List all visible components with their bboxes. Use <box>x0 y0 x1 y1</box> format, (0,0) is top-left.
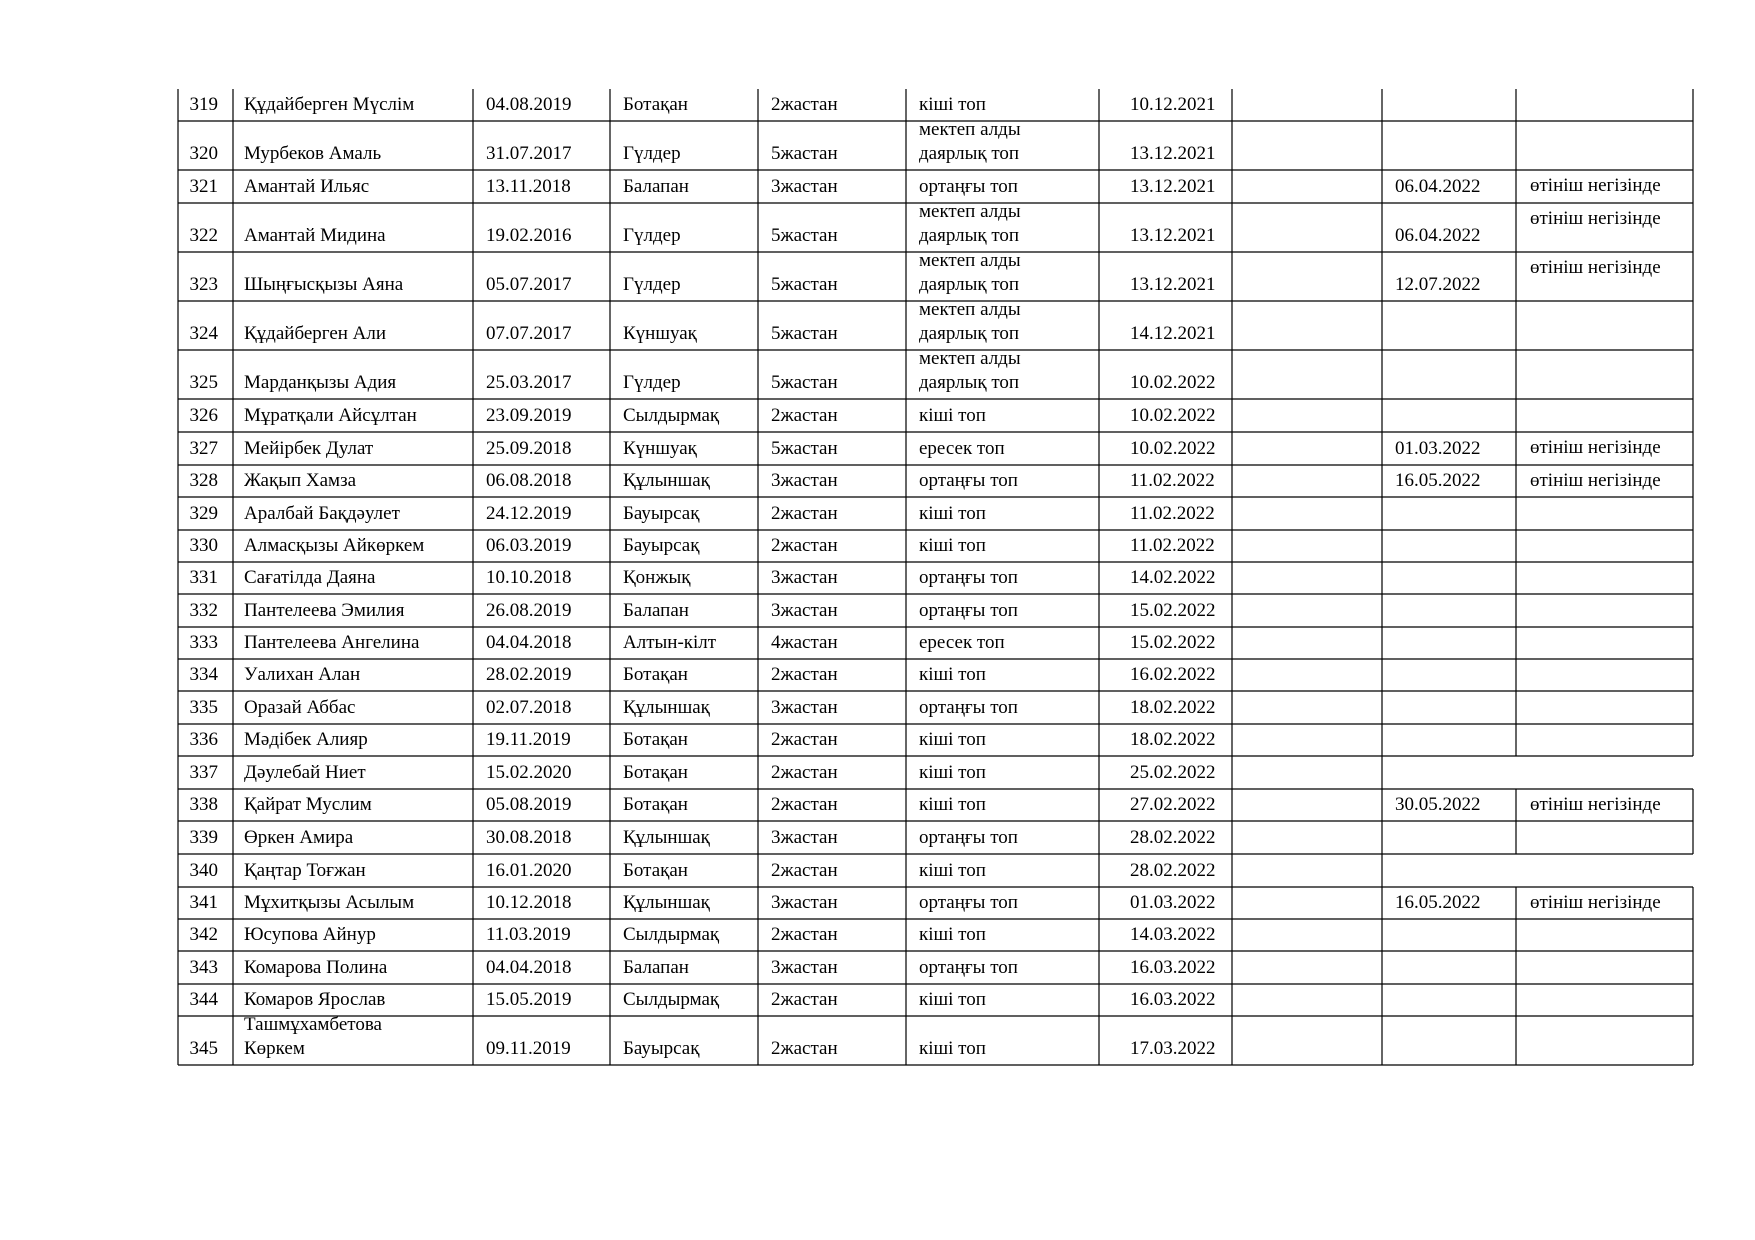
child-name: Марданқызы Адия <box>244 372 397 393</box>
entry-date: 16.03.2022 <box>1130 989 1216 1010</box>
entry-date: 25.02.2022 <box>1130 762 1216 783</box>
age-group: 5жастан <box>771 274 838 295</box>
row-number: 336 <box>189 729 218 750</box>
entry-date: 11.02.2022 <box>1130 470 1215 491</box>
row-number: 344 <box>189 989 218 1010</box>
birth-date: 06.08.2018 <box>486 470 572 491</box>
group-name: Ботақан <box>623 794 688 815</box>
child-name: Мұратқали Айсұлтан <box>244 405 417 426</box>
age-group: 3жастан <box>771 957 838 978</box>
birth-date: 30.08.2018 <box>486 827 572 848</box>
row-number: 320 <box>189 143 218 164</box>
group-level: даярлық топ <box>919 323 1020 344</box>
exit-date: 12.07.2022 <box>1395 274 1481 295</box>
child-name: Уалихан Алан <box>244 664 361 685</box>
group-name: Күншуақ <box>623 323 697 344</box>
birth-date: 26.08.2019 <box>486 600 572 621</box>
group-level: ортаңғы топ <box>919 697 1018 718</box>
entry-date: 13.12.2021 <box>1130 274 1216 295</box>
row-number: 339 <box>189 827 218 848</box>
group-level: кіші топ <box>919 989 986 1010</box>
group-level: ортаңғы топ <box>919 567 1018 588</box>
birth-date: 23.09.2019 <box>486 405 572 426</box>
child-name: Комаров Ярослав <box>244 989 386 1010</box>
row-number: 322 <box>189 225 218 246</box>
exit-reason: өтініш негізінде <box>1530 208 1661 229</box>
age-group: 2жастан <box>771 1038 838 1059</box>
group-name: Күншуақ <box>623 438 697 459</box>
age-group: 5жастан <box>771 323 838 344</box>
child-name: Жақып Хамза <box>244 470 357 491</box>
group-level: мектеп алды <box>919 201 1021 222</box>
birth-date: 16.01.2020 <box>486 860 572 881</box>
entry-date: 28.02.2022 <box>1130 827 1216 848</box>
group-name: Сылдырмақ <box>623 405 720 426</box>
entry-date: 28.02.2022 <box>1130 860 1216 881</box>
row-number: 319 <box>189 94 218 115</box>
group-level: кіші топ <box>919 924 986 945</box>
group-level: мектеп алды <box>919 348 1021 369</box>
age-group: 2жастан <box>771 94 838 115</box>
group-name: Балапан <box>623 176 689 197</box>
age-group: 2жастан <box>771 503 838 524</box>
birth-date: 10.12.2018 <box>486 892 572 913</box>
group-level: мектеп алды <box>919 119 1021 140</box>
group-level: даярлық топ <box>919 225 1020 246</box>
group-level: ересек топ <box>919 438 1005 459</box>
row-number: 331 <box>189 567 218 588</box>
row-number: 341 <box>189 892 218 913</box>
child-name: Шыңғысқызы Аяна <box>244 274 404 295</box>
group-level: кіші топ <box>919 503 986 524</box>
age-group: 3жастан <box>771 697 838 718</box>
birth-date: 04.04.2018 <box>486 632 572 653</box>
birth-date: 25.03.2017 <box>486 372 572 393</box>
row-number: 329 <box>189 503 218 524</box>
birth-date: 19.11.2019 <box>486 729 571 750</box>
row-number: 340 <box>189 860 218 881</box>
birth-date: 07.07.2017 <box>486 323 572 344</box>
child-name: Қайрат Муслим <box>244 794 372 815</box>
birth-date: 24.12.2019 <box>486 503 572 524</box>
age-group: 2жастан <box>771 860 838 881</box>
entry-date: 13.12.2021 <box>1130 176 1216 197</box>
age-group: 3жастан <box>771 470 838 491</box>
age-group: 2жастан <box>771 762 838 783</box>
age-group: 2жастан <box>771 729 838 750</box>
child-name: Юсупова Айнур <box>244 924 376 945</box>
birth-date: 10.10.2018 <box>486 567 572 588</box>
birth-date: 28.02.2019 <box>486 664 572 685</box>
row-number: 334 <box>189 664 218 685</box>
exit-reason: өтініш негізінде <box>1530 175 1661 196</box>
entry-date: 10.12.2021 <box>1130 94 1216 115</box>
exit-date: 16.05.2022 <box>1395 892 1481 913</box>
row-number: 323 <box>189 274 218 295</box>
row-number: 345 <box>189 1038 218 1059</box>
group-name: Гүлдер <box>623 274 681 295</box>
entry-date: 14.02.2022 <box>1130 567 1216 588</box>
age-group: 3жастан <box>771 567 838 588</box>
child-name: Алмасқызы Айкөркем <box>244 535 425 556</box>
row-number: 328 <box>189 470 218 491</box>
exit-date: 16.05.2022 <box>1395 470 1481 491</box>
row-number: 335 <box>189 697 218 718</box>
group-name: Құлыншақ <box>623 827 710 848</box>
group-level: мектеп алды <box>919 299 1021 320</box>
row-number: 324 <box>189 323 218 344</box>
age-group: 4жастан <box>771 632 838 653</box>
age-group: 2жастан <box>771 924 838 945</box>
child-name: Комарова Полина <box>244 957 388 978</box>
child-name: Көркем <box>244 1038 305 1059</box>
exit-date: 06.04.2022 <box>1395 225 1481 246</box>
group-name: Гүлдер <box>623 143 681 164</box>
child-name: Амантай Ильяс <box>244 176 370 197</box>
exit-reason: өтініш негізінде <box>1530 892 1661 913</box>
row-number: 337 <box>189 762 218 783</box>
group-level: кіші топ <box>919 664 986 685</box>
group-level: даярлық топ <box>919 372 1020 393</box>
group-name: Құлыншақ <box>623 892 710 913</box>
child-name: Оразай Аббас <box>244 697 356 718</box>
group-level: кіші топ <box>919 405 986 426</box>
group-name: Ботақан <box>623 762 688 783</box>
row-number: 330 <box>189 535 218 556</box>
child-name: Пантелеева Ангелина <box>244 632 420 653</box>
entry-date: 17.03.2022 <box>1130 1038 1216 1059</box>
row-number: 338 <box>189 794 218 815</box>
entry-date: 18.02.2022 <box>1130 697 1216 718</box>
group-name: Ботақан <box>623 860 688 881</box>
birth-date: 19.02.2016 <box>486 225 572 246</box>
row-number: 326 <box>189 405 218 426</box>
birth-date: 06.03.2019 <box>486 535 572 556</box>
group-level: ортаңғы топ <box>919 470 1018 491</box>
child-name: Мейірбек Дулат <box>244 438 374 459</box>
entry-date: 01.03.2022 <box>1130 892 1216 913</box>
row-number: 321 <box>189 176 218 197</box>
group-name: Гүлдер <box>623 372 681 393</box>
birth-date: 13.11.2018 <box>486 176 571 197</box>
entry-date: 15.02.2022 <box>1130 632 1216 653</box>
birth-date: 11.03.2019 <box>486 924 571 945</box>
group-level: кіші топ <box>919 762 986 783</box>
group-level: мектеп алды <box>919 250 1021 271</box>
group-level: даярлық топ <box>919 143 1020 164</box>
age-group: 3жастан <box>771 892 838 913</box>
group-name: Балапан <box>623 600 689 621</box>
entry-date: 27.02.2022 <box>1130 794 1216 815</box>
group-level: кіші топ <box>919 729 986 750</box>
group-name: Қонжық <box>623 567 691 588</box>
group-level: ортаңғы топ <box>919 827 1018 848</box>
group-name: Алтын-кілт <box>623 632 717 653</box>
age-group: 2жастан <box>771 664 838 685</box>
child-name: Дәулебай Ниет <box>244 762 366 783</box>
group-name: Сылдырмақ <box>623 924 720 945</box>
birth-date: 04.04.2018 <box>486 957 572 978</box>
age-group: 2жастан <box>771 405 838 426</box>
age-group: 5жастан <box>771 438 838 459</box>
group-name: Құлыншақ <box>623 697 710 718</box>
child-name: Аралбай Бақдәулет <box>244 503 400 524</box>
exit-reason: өтініш негізінде <box>1530 794 1661 815</box>
group-level: кіші топ <box>919 535 986 556</box>
entry-date: 13.12.2021 <box>1130 225 1216 246</box>
exit-date: 01.03.2022 <box>1395 438 1481 459</box>
age-group: 5жастан <box>771 225 838 246</box>
group-name: Ботақан <box>623 664 688 685</box>
exit-reason: өтініш негізінде <box>1530 257 1661 278</box>
exit-date: 30.05.2022 <box>1395 794 1481 815</box>
birth-date: 05.08.2019 <box>486 794 572 815</box>
child-name: Амантай Мидина <box>244 225 386 246</box>
entry-date: 10.02.2022 <box>1130 405 1216 426</box>
child-name: Сағатілда Даяна <box>244 567 376 588</box>
group-name: Ботақан <box>623 729 688 750</box>
age-group: 3жастан <box>771 600 838 621</box>
group-level: ересек топ <box>919 632 1005 653</box>
age-group: 2жастан <box>771 794 838 815</box>
entry-date: 16.03.2022 <box>1130 957 1216 978</box>
child-name: Құдайберген Али <box>244 323 387 344</box>
exit-reason: өтініш негізінде <box>1530 437 1661 458</box>
entry-date: 14.12.2021 <box>1130 323 1216 344</box>
entry-date: 15.02.2022 <box>1130 600 1216 621</box>
exit-date: 06.04.2022 <box>1395 176 1481 197</box>
row-number: 325 <box>189 372 218 393</box>
child-name: Қаңтар Тоғжан <box>244 860 366 881</box>
birth-date: 09.11.2019 <box>486 1038 571 1059</box>
group-name: Бауырсақ <box>623 503 700 524</box>
group-level: кіші топ <box>919 1038 986 1059</box>
birth-date: 05.07.2017 <box>486 274 572 295</box>
age-group: 2жастан <box>771 535 838 556</box>
entry-date: 10.02.2022 <box>1130 438 1216 459</box>
entry-date: 10.02.2022 <box>1130 372 1216 393</box>
group-name: Бауырсақ <box>623 535 700 556</box>
age-group: 5жастан <box>771 143 838 164</box>
group-level: ортаңғы топ <box>919 176 1018 197</box>
entry-date: 16.02.2022 <box>1130 664 1216 685</box>
age-group: 2жастан <box>771 989 838 1010</box>
entry-date: 11.02.2022 <box>1130 535 1215 556</box>
group-name: Сылдырмақ <box>623 989 720 1010</box>
age-group: 3жастан <box>771 827 838 848</box>
row-number: 343 <box>189 957 218 978</box>
row-number: 332 <box>189 600 218 621</box>
group-name: Ботақан <box>623 94 688 115</box>
group-name: Гүлдер <box>623 225 681 246</box>
group-level: ортаңғы топ <box>919 957 1018 978</box>
birth-date: 15.05.2019 <box>486 989 572 1010</box>
group-level: кіші топ <box>919 860 986 881</box>
group-name: Бауырсақ <box>623 1038 700 1059</box>
birth-date: 25.09.2018 <box>486 438 572 459</box>
group-name: Балапан <box>623 957 689 978</box>
group-level: даярлық топ <box>919 274 1020 295</box>
entry-date: 14.03.2022 <box>1130 924 1216 945</box>
entry-date: 11.02.2022 <box>1130 503 1215 524</box>
age-group: 5жастан <box>771 372 838 393</box>
age-group: 3жастан <box>771 176 838 197</box>
exit-reason: өтініш негізінде <box>1530 470 1661 491</box>
child-name: Ташмұхамбетова <box>244 1014 382 1035</box>
row-number: 333 <box>189 632 218 653</box>
child-name: Құдайберген Мүслім <box>244 94 415 115</box>
group-level: ортаңғы топ <box>919 600 1018 621</box>
row-number: 327 <box>189 438 218 459</box>
birth-date: 02.07.2018 <box>486 697 572 718</box>
birth-date: 15.02.2020 <box>486 762 572 783</box>
birth-date: 04.08.2019 <box>486 94 572 115</box>
row-number: 342 <box>189 924 218 945</box>
child-name: Өркен Амира <box>244 827 354 848</box>
entry-date: 13.12.2021 <box>1130 143 1216 164</box>
group-level: ортаңғы топ <box>919 892 1018 913</box>
group-level: кіші топ <box>919 794 986 815</box>
child-name: Мурбеков Амаль <box>244 143 382 164</box>
child-name: Пантелеева Эмилия <box>244 600 405 621</box>
group-level: кіші топ <box>919 94 986 115</box>
child-name: Мәдібек Алияр <box>244 729 368 750</box>
birth-date: 31.07.2017 <box>486 143 572 164</box>
group-name: Құлыншақ <box>623 470 710 491</box>
child-name: Мұхитқызы Асылым <box>244 892 415 913</box>
entry-date: 18.02.2022 <box>1130 729 1216 750</box>
